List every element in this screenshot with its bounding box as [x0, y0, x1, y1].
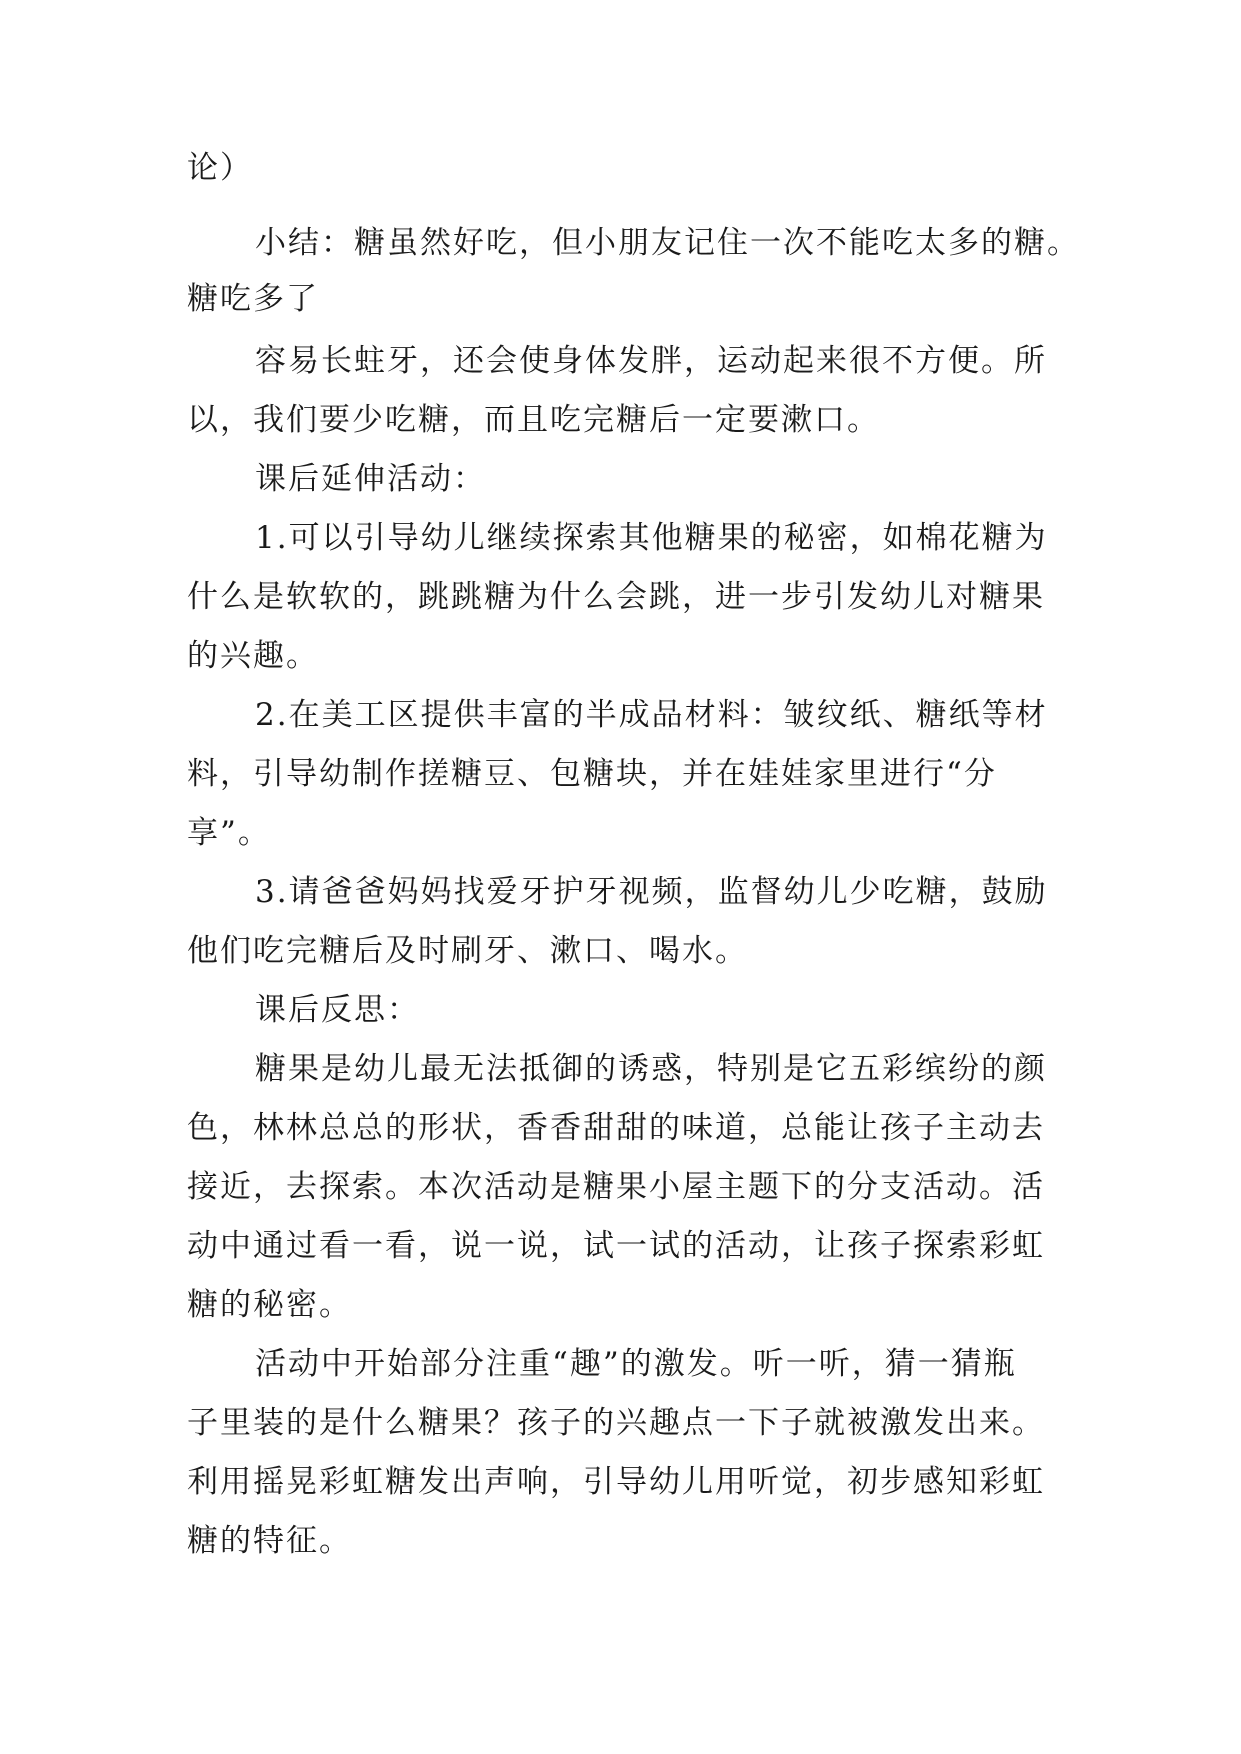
text-line: 糖果是幼儿最无法抵御的诱惑，特别是它五彩缤纷的颜: [255, 1051, 1047, 1087]
text-line: 动中通过看一看，说一说，试一试的活动，让孩子探索彩虹: [187, 1228, 1045, 1264]
text-line: 论）: [187, 150, 253, 186]
text-line: 活动中开始部分注重“趣”的激发。听一听，猜一猜瓶: [255, 1346, 1017, 1382]
text-line: 3.请爸爸妈妈找爱牙护牙视频，监督幼儿少吃糖，鼓励: [255, 874, 1048, 910]
text-line: 课后反思：: [255, 992, 420, 1028]
text-line: 课后延伸活动：: [255, 461, 486, 497]
text-line: 糖吃多了: [187, 281, 319, 317]
text-line: 他们吃完糖后及时刷牙、漱口、喝水。: [187, 933, 748, 969]
text-line: 以，我们要少吃糖，而且吃完糖后一定要漱口。: [187, 402, 880, 438]
text-line: 糖的特征。: [187, 1523, 352, 1559]
text-line: 利用摇晃彩虹糖发出声响，引导幼儿用听觉，初步感知彩虹: [187, 1464, 1045, 1500]
text-line: 享”。: [187, 815, 271, 851]
text-line: 糖的秘密。: [187, 1287, 352, 1323]
text-line: 的兴趣。: [187, 638, 319, 674]
text-line: 子里装的是什么糖果？孩子的兴趣点一下子就被激发出来。: [187, 1405, 1045, 1441]
text-line: 料，引导幼制作搓糖豆、包糖块，并在娃娃家里进行“分: [187, 756, 997, 792]
text-line: 容易长蛀牙，还会使身体发胖，运动起来很不方便。所: [255, 343, 1047, 379]
text-line: 小结：糖虽然好吃，但小朋友记住一次不能吃太多的糖。: [255, 225, 1080, 261]
text-line: 什么是软软的，跳跳糖为什么会跳，进一步引发幼儿对糖果: [187, 579, 1045, 615]
text-line: 1.可以引导幼儿继续探索其他糖果的秘密，如棉花糖为: [255, 520, 1048, 556]
text-line: 色，林林总总的形状，香香甜甜的味道，总能让孩子主动去: [187, 1110, 1045, 1146]
text-line: 接近，去探索。本次活动是糖果小屋主题下的分支活动。活: [187, 1169, 1045, 1205]
text-line: 2.在美工区提供丰富的半成品材料：皱纹纸、糖纸等材: [255, 697, 1048, 733]
